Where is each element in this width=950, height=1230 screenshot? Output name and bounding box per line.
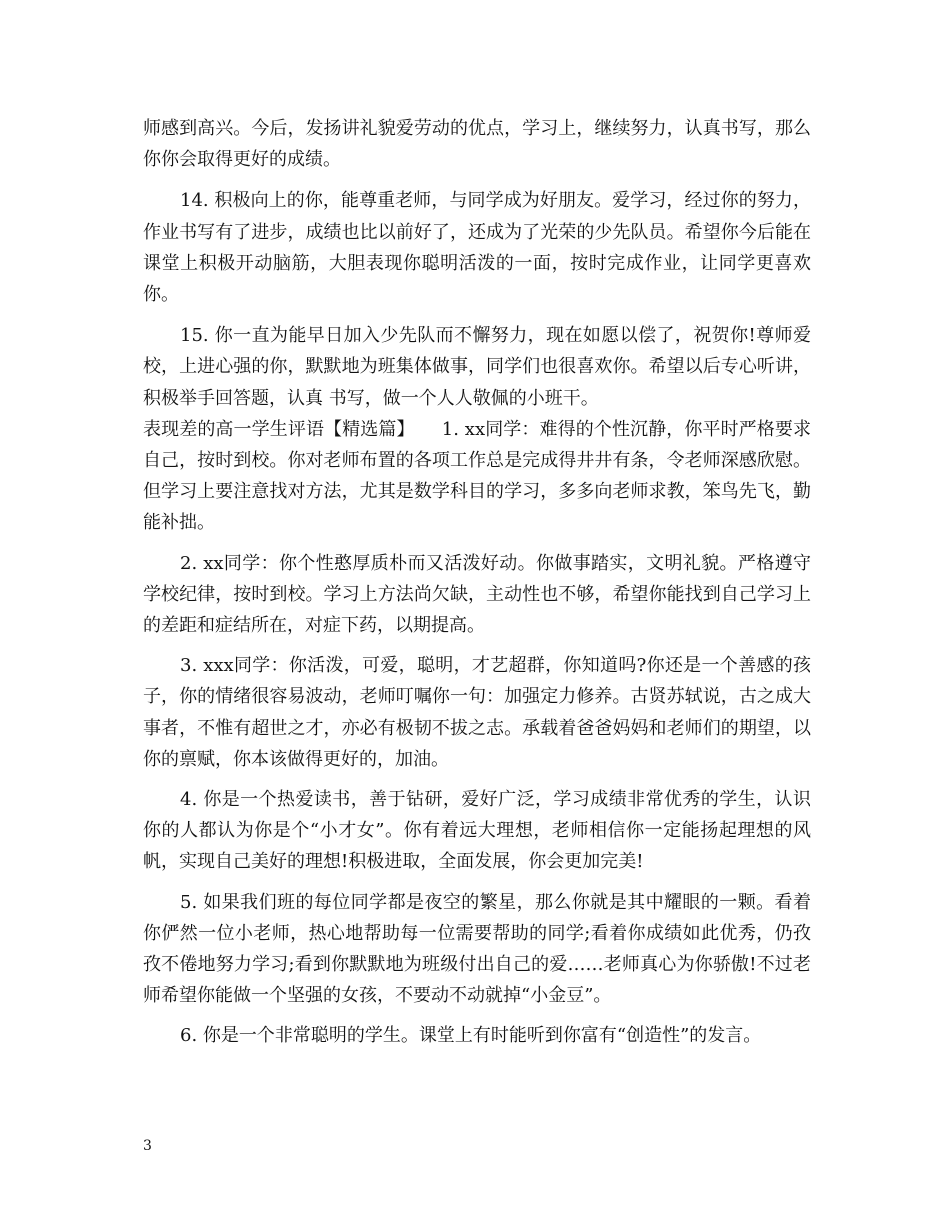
paragraph-5: 5. 如果我们班的每位同学都是夜空的繁星，那么你就是其中耀眼的一颗。看着你俨然一位小老师，热心地帮助每一位需要帮助的同学;看着你成绩如此优秀，仍孜孜不倦地努力学习;看到你默默地为班级付出自己的爱……老师真心为你骄傲!不过老师希望你能做一个坚强的女孩，不要动不动就掉“小金豆”。 xyxy=(143,891,811,1007)
paragraph-15: 15. 你一直为能早日加入少先队而不懈努力，现在如愿以偿了，祝贺你!尊师爱校，上进心强的你，默默地为班集体做事，同学们也很喜欢你。希望以后专心听讲，积极举手回答题，认真 书写，做一个人人敬佩的小班干。 xyxy=(143,325,811,409)
page-number: 3 xyxy=(143,1138,152,1154)
paragraph-3: 3. xxx同学：你活泼，可爱，聪明，才艺超群，你知道吗?你还是一个善感的孩子，你的情绪很容易波动，老师叮嘱你一句：加强定力修养。古贤苏轼说，古之成大事者，不惟有超世之才，亦必有极韧不拔之志。承载着爸爸妈妈和老师们的期望，以你的禀赋，你本该做得更好的，加油。 xyxy=(143,655,811,770)
paragraph-4: 4. 你是一个热爱读书，善于钻研，爱好广泛，学习成绩非常优秀的学生，认识你的人都认为你是个“小才女”。你有着远大理想，老师相信你一定能扬起理想的风帆，实现自己美好的理想!积极进取，全面发展，你会更加完美! xyxy=(143,789,811,873)
paragraph-6: 6. 你是一个非常聪明的学生。课堂上有时能听到你富有“创造性”的发言。 xyxy=(180,1025,762,1047)
paragraph-continuation: 师感到高兴。今后，发扬讲礼貌爱劳动的优点，学习上，继续努力，认真书写，那么你你会取得更好的成绩。 xyxy=(143,118,811,171)
document-body xyxy=(143,113,811,1052)
paragraph-2: 2. xx同学：你个性憨厚质朴而又活泼好动。你做事踏实，文明礼貌。严格遵守学校纪律，按时到校。学习上方法尚欠缺，主动性也不够，希望你能找到自己学习上的差距和症结所在，对症下药，以期提高。 xyxy=(143,552,811,637)
paragraph-section-heading: 表现差的高一学生评语【精选篇】 1. xx同学：难得的个性沉静，你平时严格要求自己，按时到校。你对老师布置的各项工作总是完成得井井有条，令老师深感欣慰。但学习上要注意找对方法，尤其是数学科目的学习，多多向老师求教，笨鸟先飞，勤能补拙。 xyxy=(143,418,811,534)
paragraph-14: 14. 积极向上的你，能尊重老师，与同学成为好朋友。爱学习，经过你的努力，作业书写有了进步，成绩也比以前好了，还成为了光荣的少先队员。希望你今后能在课堂上积极开动脑筋，大胆表现你聪明活泼的一面，按时完成作业，让同学更喜欢你。 xyxy=(143,190,811,306)
